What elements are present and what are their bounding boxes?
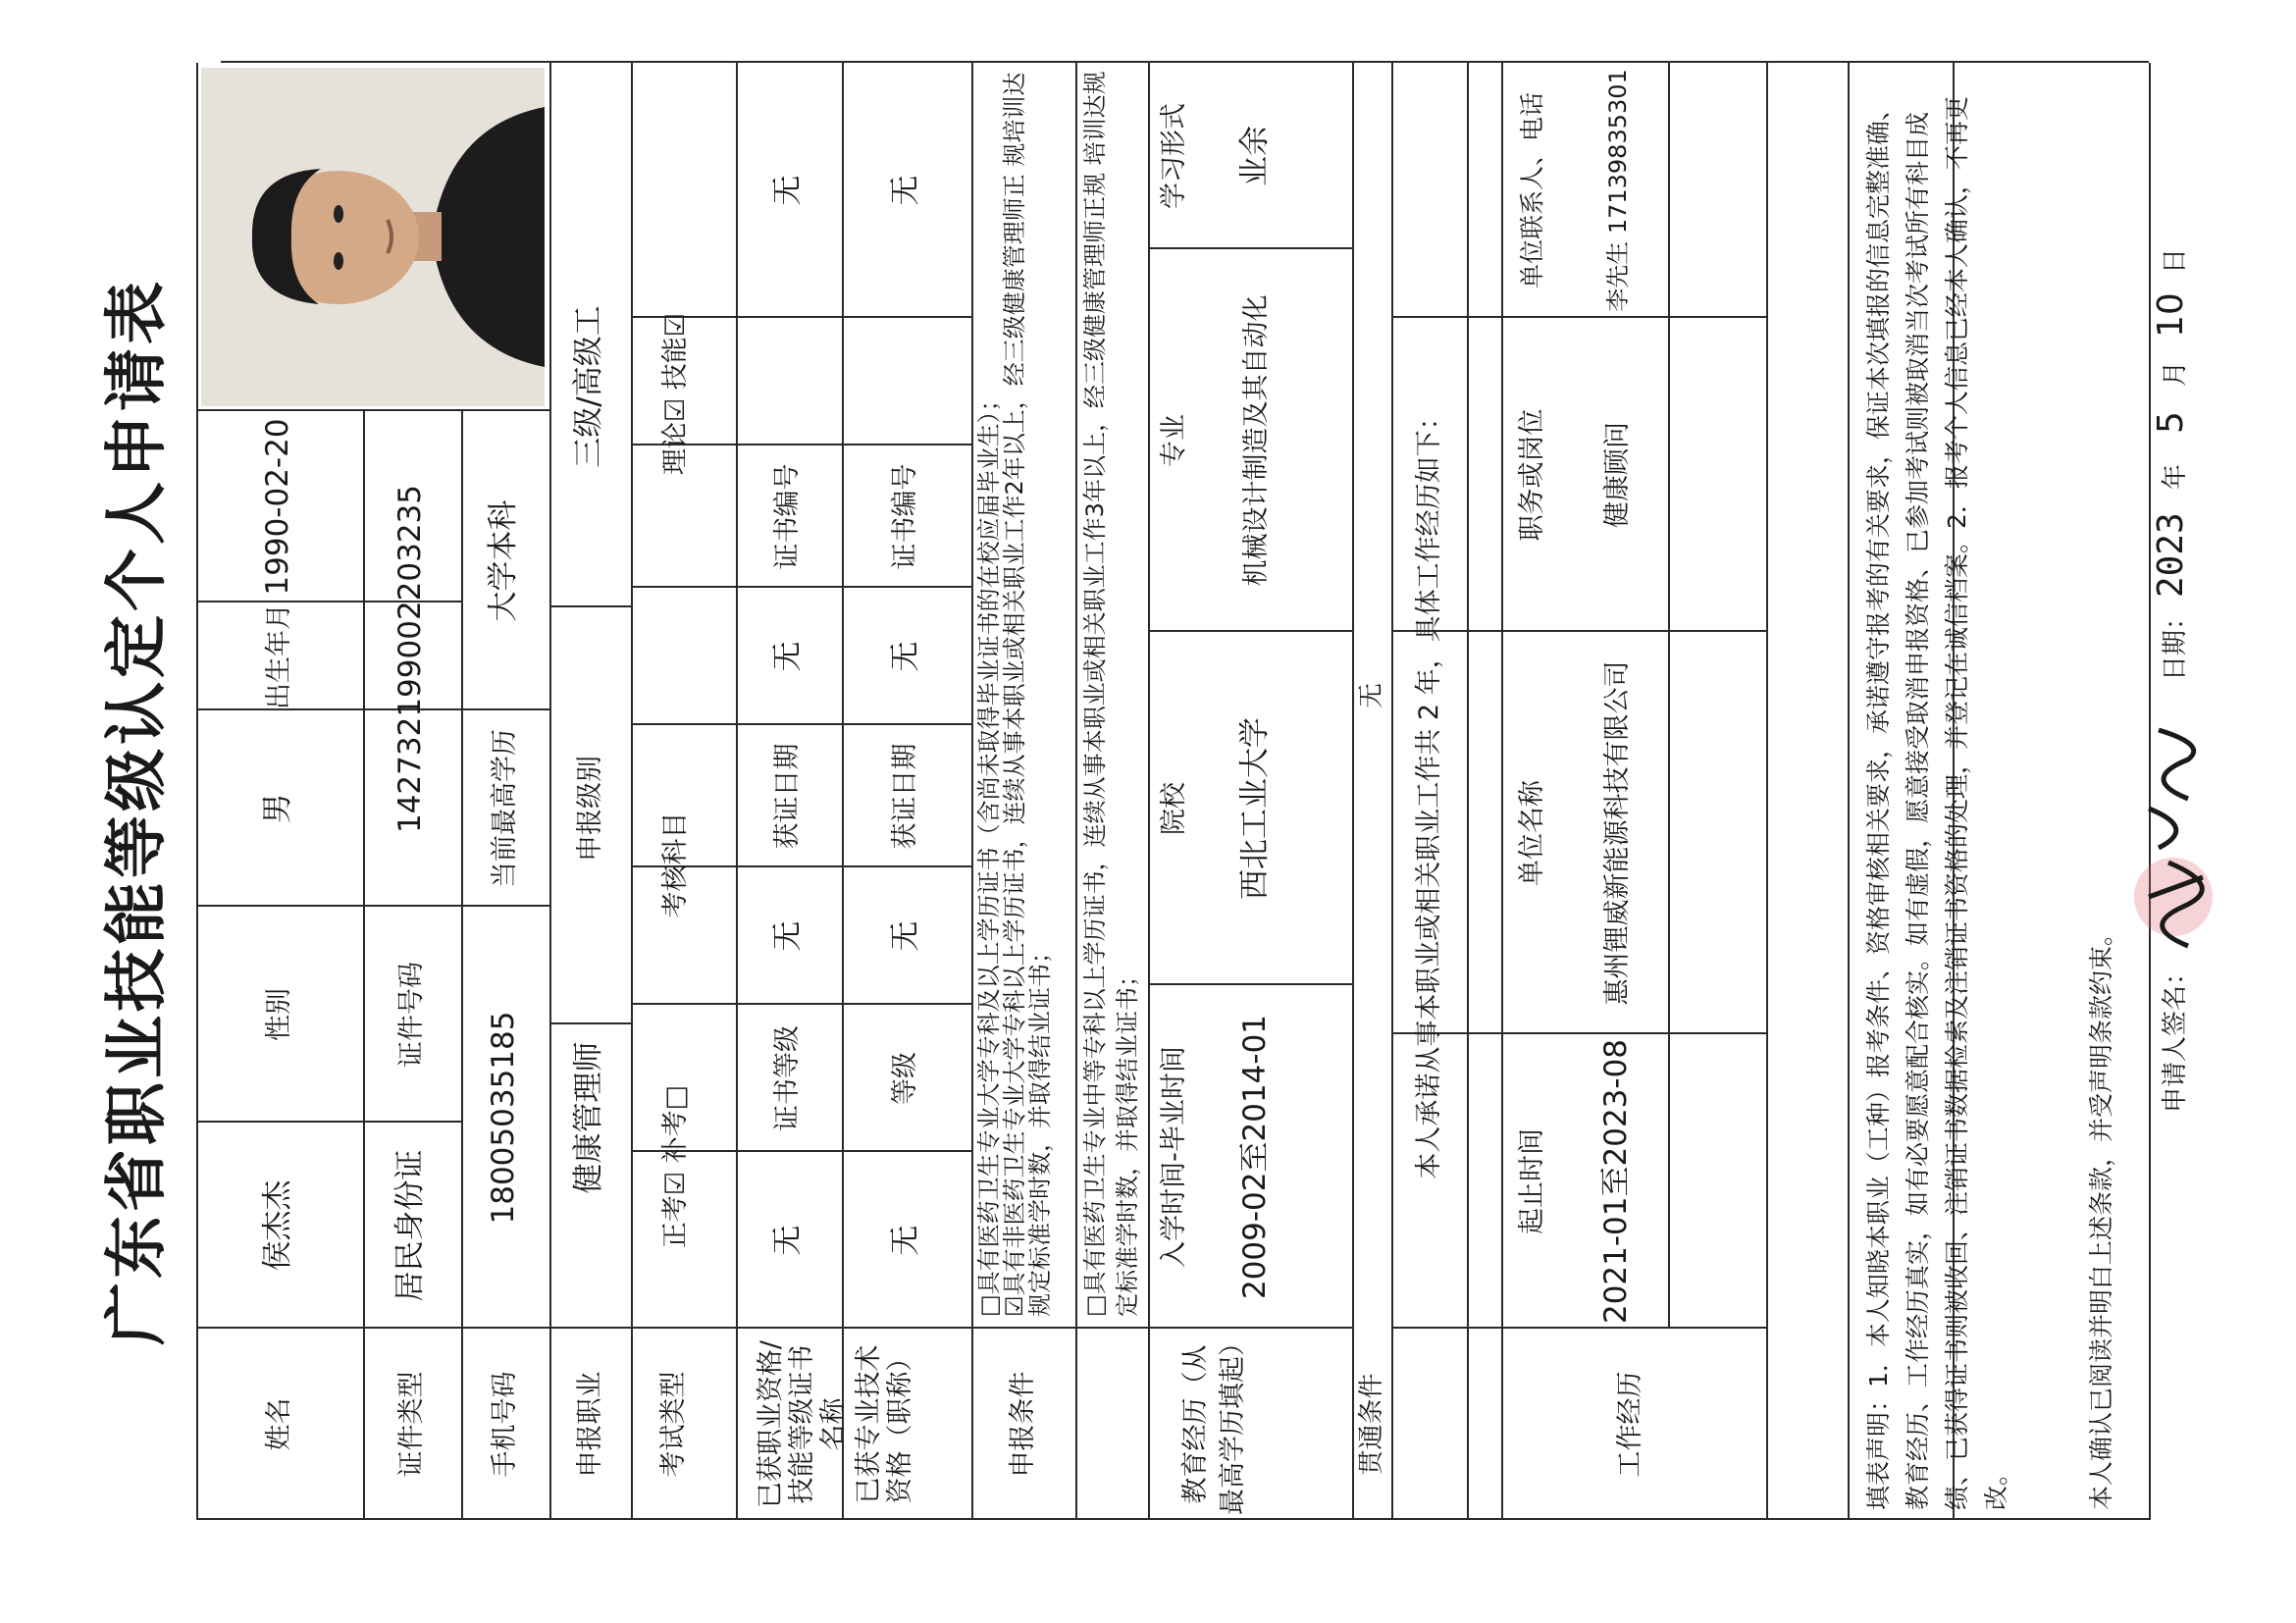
conditions-label: 申报条件	[1008, 1371, 1038, 1478]
day-label: 日	[2161, 247, 2190, 274]
cert-date-label: 获证日期	[772, 743, 803, 850]
month-label: 月	[2161, 360, 2190, 387]
level-label: 申报级别	[575, 756, 605, 862]
work-time-head: 起止时间	[1517, 1128, 1547, 1234]
tech-name-value: 无	[888, 1225, 923, 1256]
tech-level-value: 无	[888, 920, 923, 952]
condition-item: □具有医药卫生专业中等专科以上学历证书，连续从事本职业或相关职业工作3年以上，经三级健康管理师正规 培训达规定标准学时数，并取得结业证书；	[1081, 71, 1141, 1317]
work-label: 工作经历	[1615, 1371, 1645, 1478]
date-year: 2023	[2151, 512, 2191, 598]
work-post-head: 职务或岗位	[1517, 408, 1547, 542]
edu-time-value: 2009-02至2014-01	[1237, 1014, 1273, 1300]
year-label: 年	[2161, 463, 2190, 490]
gender-value: 男	[260, 793, 295, 824]
cert-date-value: 无	[770, 641, 806, 672]
cert-level-value: 无	[770, 920, 806, 952]
date-day: 10	[2151, 292, 2191, 338]
birth-value: 1990-02-20	[260, 418, 295, 596]
occupation-label: 申报职业	[575, 1371, 605, 1478]
confirm-text: 本人确认已阅读并明白上述条款，并受声明条款约束。	[2087, 920, 2115, 1510]
birth-label: 出生年月	[264, 603, 294, 709]
through-label: 贯通条件	[1357, 1373, 1386, 1476]
edu-major-head: 专业	[1159, 414, 1189, 467]
tech-level-label: 等级	[890, 1052, 920, 1105]
edu-school-value: 西北工业大学	[1237, 717, 1273, 900]
id-type-value: 居民身份证	[392, 1149, 428, 1302]
work-contact-value: 李先生 17139835301	[1604, 69, 1632, 312]
name-label: 姓名	[264, 1397, 294, 1451]
work-unit-head: 单位名称	[1517, 780, 1547, 886]
condition-item: ☑具有非医药卫生专业大学专科以上学历证书，连续从事本职业或相关职业工作2年以上，经三级健康管理师正 规培训达规定标准学时数，并取得结业证书；	[1001, 72, 1054, 1317]
cert-no-label: 证书编号	[772, 463, 803, 570]
applicant-photo	[201, 68, 545, 406]
date-month: 5	[2151, 411, 2191, 434]
handwritten-signature	[2129, 720, 2218, 956]
cert-name-value: 无	[770, 1225, 806, 1256]
work-unit-value: 惠州锂威新能源科技有限公司	[1602, 660, 1633, 1006]
edu-value: 大学本科	[486, 499, 521, 622]
gender-label: 性别	[264, 988, 294, 1041]
date-label: 日期：	[2161, 603, 2190, 681]
work-post-value: 健康顾问	[1602, 422, 1633, 528]
work-time-value: 2021-01至2023-08	[1598, 1038, 1634, 1325]
cert-level-label: 证书等级	[772, 1025, 803, 1131]
declaration-text: 填表声明：1．本人知晓本职业（工种）报考条件、资格审核相关要求，承诺遵守报考的有关要求，保证本次填报的信息完整准确、教育经历、工作经历真实，如有必要愿意配合核实。如有虚假，愿意接受取消申报资格、已参加考试则被取消当次考试所有科目成绩、已获得证书则被收回、注销证书数据检索及注销证书资格的处理，并登记在诚信档案。2．报考个人信息已经本人确认，不再更改。	[1864, 96, 2010, 1510]
condition-item: □具有医药卫生专业大学专科及以上学历证书（含尚未取得毕业证书的在校应届毕业生）；	[975, 388, 1003, 1317]
tech-date-label: 获证日期	[890, 743, 920, 850]
edu-form-value: 业余	[1237, 126, 1273, 186]
tech-title-label: 已获专业技术资格（职称）	[854, 1344, 915, 1504]
form-title: 广东省职业技能等级认定个人申请表	[100, 278, 174, 1345]
edu-label: 当前最高学历	[490, 729, 520, 888]
tech-no-label: 证书编号	[890, 463, 920, 570]
sign-label: 申请人签名：	[2161, 959, 2190, 1113]
name-value: 侯杰杰	[260, 1179, 295, 1272]
phone-value: 18005035185	[486, 1011, 521, 1225]
through-value: 无	[1357, 683, 1386, 709]
occupation-value: 健康管理师	[571, 1041, 606, 1194]
cert-title-label: 已获职业资格/技能等级证书名称	[756, 1339, 849, 1509]
tech-no-value: 无	[888, 175, 923, 206]
phone-label: 手机号码	[490, 1371, 520, 1478]
cert-no-value: 无	[770, 175, 806, 206]
subjects-label: 考核科目	[660, 812, 691, 918]
education-label: 教育经历（从最高学历填起）	[1180, 1330, 1248, 1515]
id-no-value: 142732199002203235	[392, 484, 428, 834]
edu-school-head: 院校	[1159, 782, 1189, 835]
subjects-value: 理论☑ 技能☑	[660, 313, 691, 475]
edu-time-head: 入学时间-毕业时间	[1159, 1046, 1189, 1268]
work-contact-head: 单位联系人、电话	[1518, 92, 1546, 289]
conditions-list	[976, 71, 1053, 1317]
exam-type-value: 正考☑ 补考□	[660, 1084, 691, 1249]
id-no-label: 证件号码	[396, 962, 427, 1068]
id-type-label: 证件类型	[396, 1371, 427, 1478]
conditions-list-2	[1079, 71, 1144, 1317]
edu-major-value: 机械设计制造及其自动化	[1241, 294, 1272, 587]
edu-form-head: 学习形式	[1159, 103, 1189, 209]
exam-type-label: 考试类型	[658, 1371, 689, 1478]
level-value: 三级/高级工	[571, 305, 606, 468]
tech-date-value: 无	[888, 641, 923, 672]
work-statement: 本人承诺从事本职业或相关职业工作共 2 年，具体工作经历如下：	[1414, 403, 1444, 1179]
